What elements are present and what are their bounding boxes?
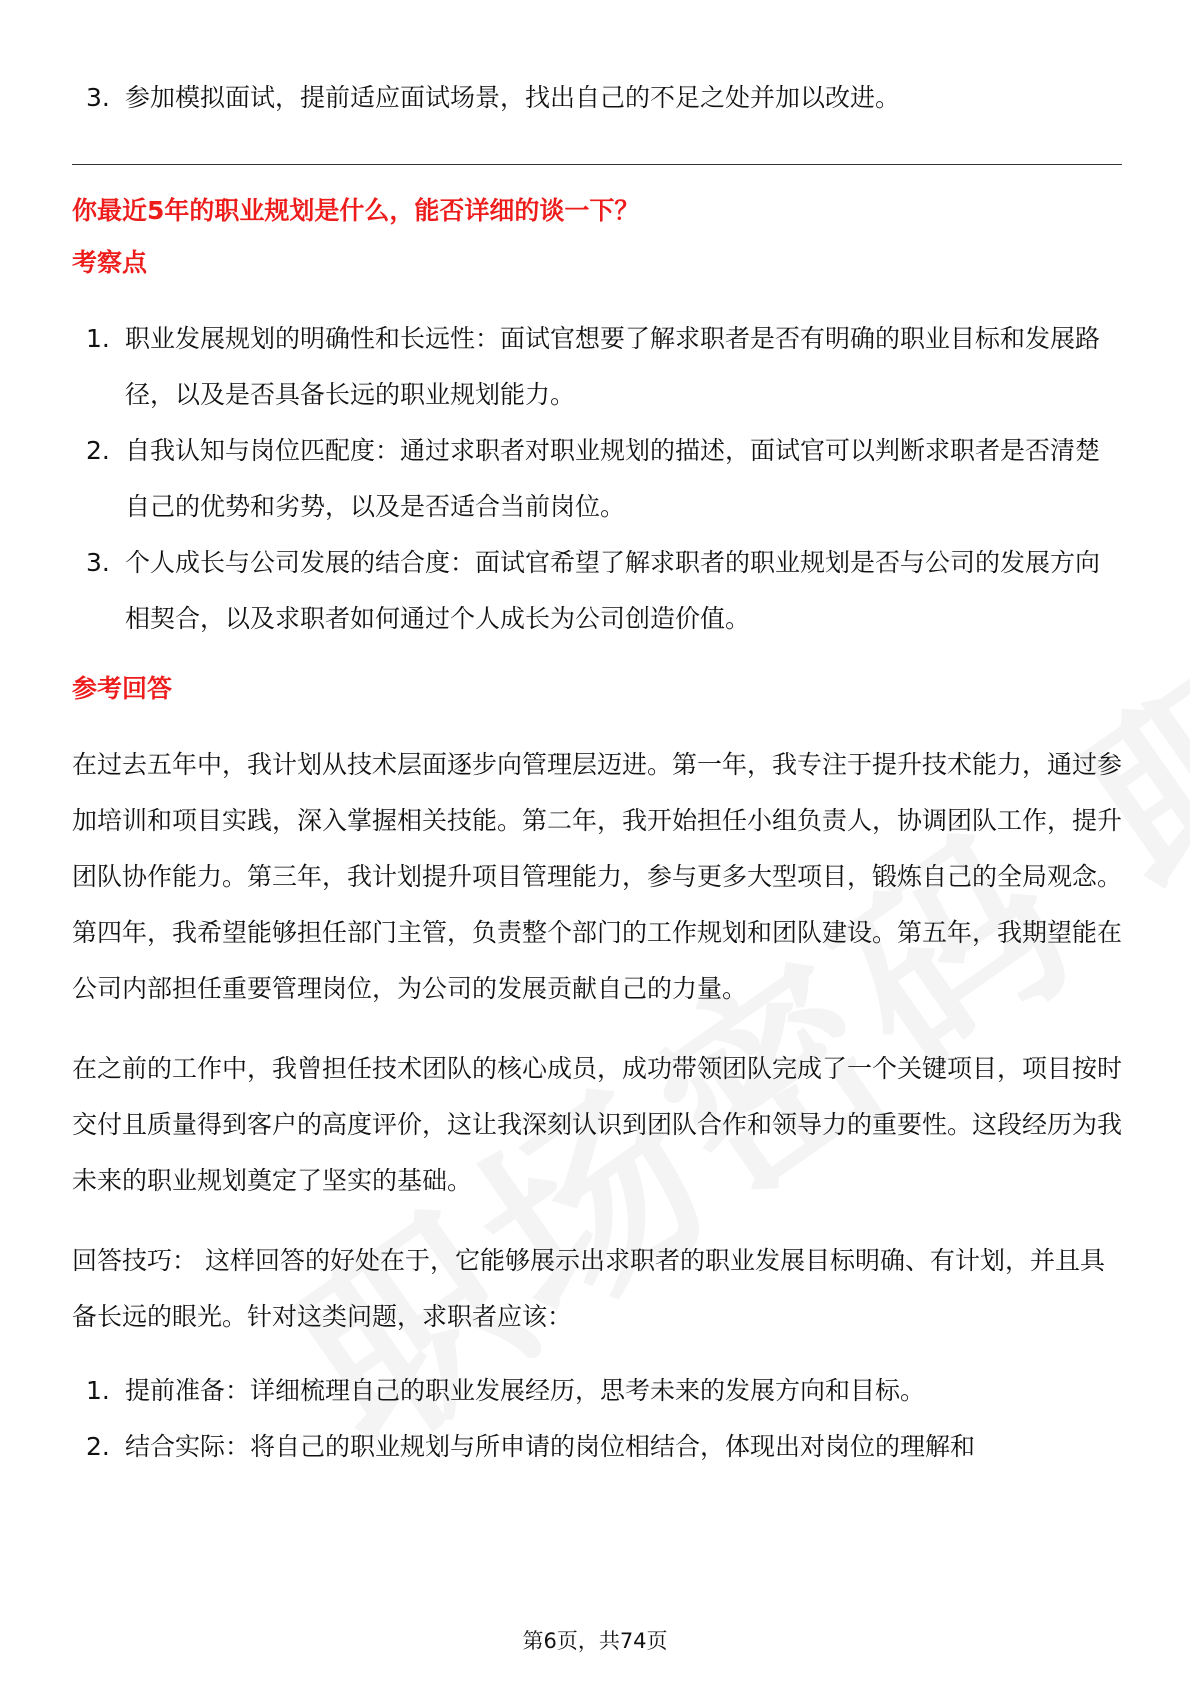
list-item-number: 3.	[86, 548, 110, 577]
section-divider	[72, 164, 1122, 165]
list-item-text: 参加模拟面试，提前适应面试场景，找出自己的不足之处并加以改进。	[125, 83, 901, 112]
reference-answer-body	[72, 737, 1122, 1345]
list-item-text: 提前准备：详细梳理自己的职业发展经历，思考未来的发展方向和目标。	[125, 1376, 926, 1405]
list-item-number: 2.	[86, 1432, 110, 1461]
list-item-text: 个人成长与公司发展的结合度：面试官希望了解求职者的职业规划是否与公司的发展方向相契合，以及求职者如何通过个人成长为公司创造价值。	[125, 548, 1101, 633]
list-item	[72, 1419, 1122, 1475]
previous-tips-list	[72, 70, 1122, 126]
answer-paragraph: 在之前的工作中，我曾担任技术团队的核心成员，成功带领团队完成了一个关键项目，项目按时交付且质量得到客户的高度评价，这让我深刻认识到团队合作和领导力的重要性。这段经历为我未来的职业规划奠定了坚实的基础。	[72, 1054, 1123, 1195]
page-content	[72, 70, 1122, 1475]
question-heading: 你最近5年的职业规划是什么，能否详细的谈一下？	[72, 196, 640, 225]
list-item	[72, 1363, 1122, 1419]
list-item-number: 1.	[86, 1376, 110, 1405]
reference-answer-title: 参考回答	[72, 674, 173, 703]
list-item-text: 自我认知与岗位匹配度：通过求职者对职业规划的描述，面试官可以判断求职者是否清楚自己的优势和劣势，以及是否适合当前岗位。	[125, 436, 1101, 521]
answer-tips-list	[72, 1363, 1122, 1475]
exam-points-list	[72, 311, 1122, 647]
list-item-text: 职业发展规划的明确性和长远性：面试官想要了解求职者是否有明确的职业目标和发展路径，以及是否具备长远的职业规划能力。	[125, 324, 1101, 409]
list-item-text: 结合实际：将自己的职业规划与所申请的岗位相结合，体现出对岗位的理解和	[125, 1432, 976, 1461]
exam-points-title: 考察点	[72, 248, 148, 277]
answer-tips-paragraph: 回答技巧： 这样回答的好处在于，它能够展示出求职者的职业发展目标明确、有计划，并且具备长远的眼光。针对这类问题，求职者应该：	[72, 1246, 1105, 1331]
list-item	[72, 423, 1122, 535]
list-item-number: 3.	[86, 83, 110, 112]
page-number-footer: 第6页，共74页	[522, 1629, 668, 1653]
list-item	[72, 311, 1122, 423]
list-item-number: 1.	[86, 324, 110, 353]
answer-paragraph: 在过去五年中，我计划从技术层面逐步向管理层迈进。第一年，我专注于提升技术能力，通过参加培训和项目实践，深入掌握相关技能。第二年，我开始担任小组负责人，协调团队工作，提升团队协作能力。第三年，我计划提升项目管理能力，参与更多大型项目，锻炼自己的全局观念。第四年，我希望能够担任部门主管，负责整个部门的工作规划和团队建设。第五年，我期望能在公司内部担任重要管理岗位，为公司的发展贡献自己的力量。	[72, 750, 1123, 1003]
list-item-number: 2.	[86, 436, 110, 465]
list-item	[72, 70, 1122, 126]
list-item	[72, 535, 1122, 647]
